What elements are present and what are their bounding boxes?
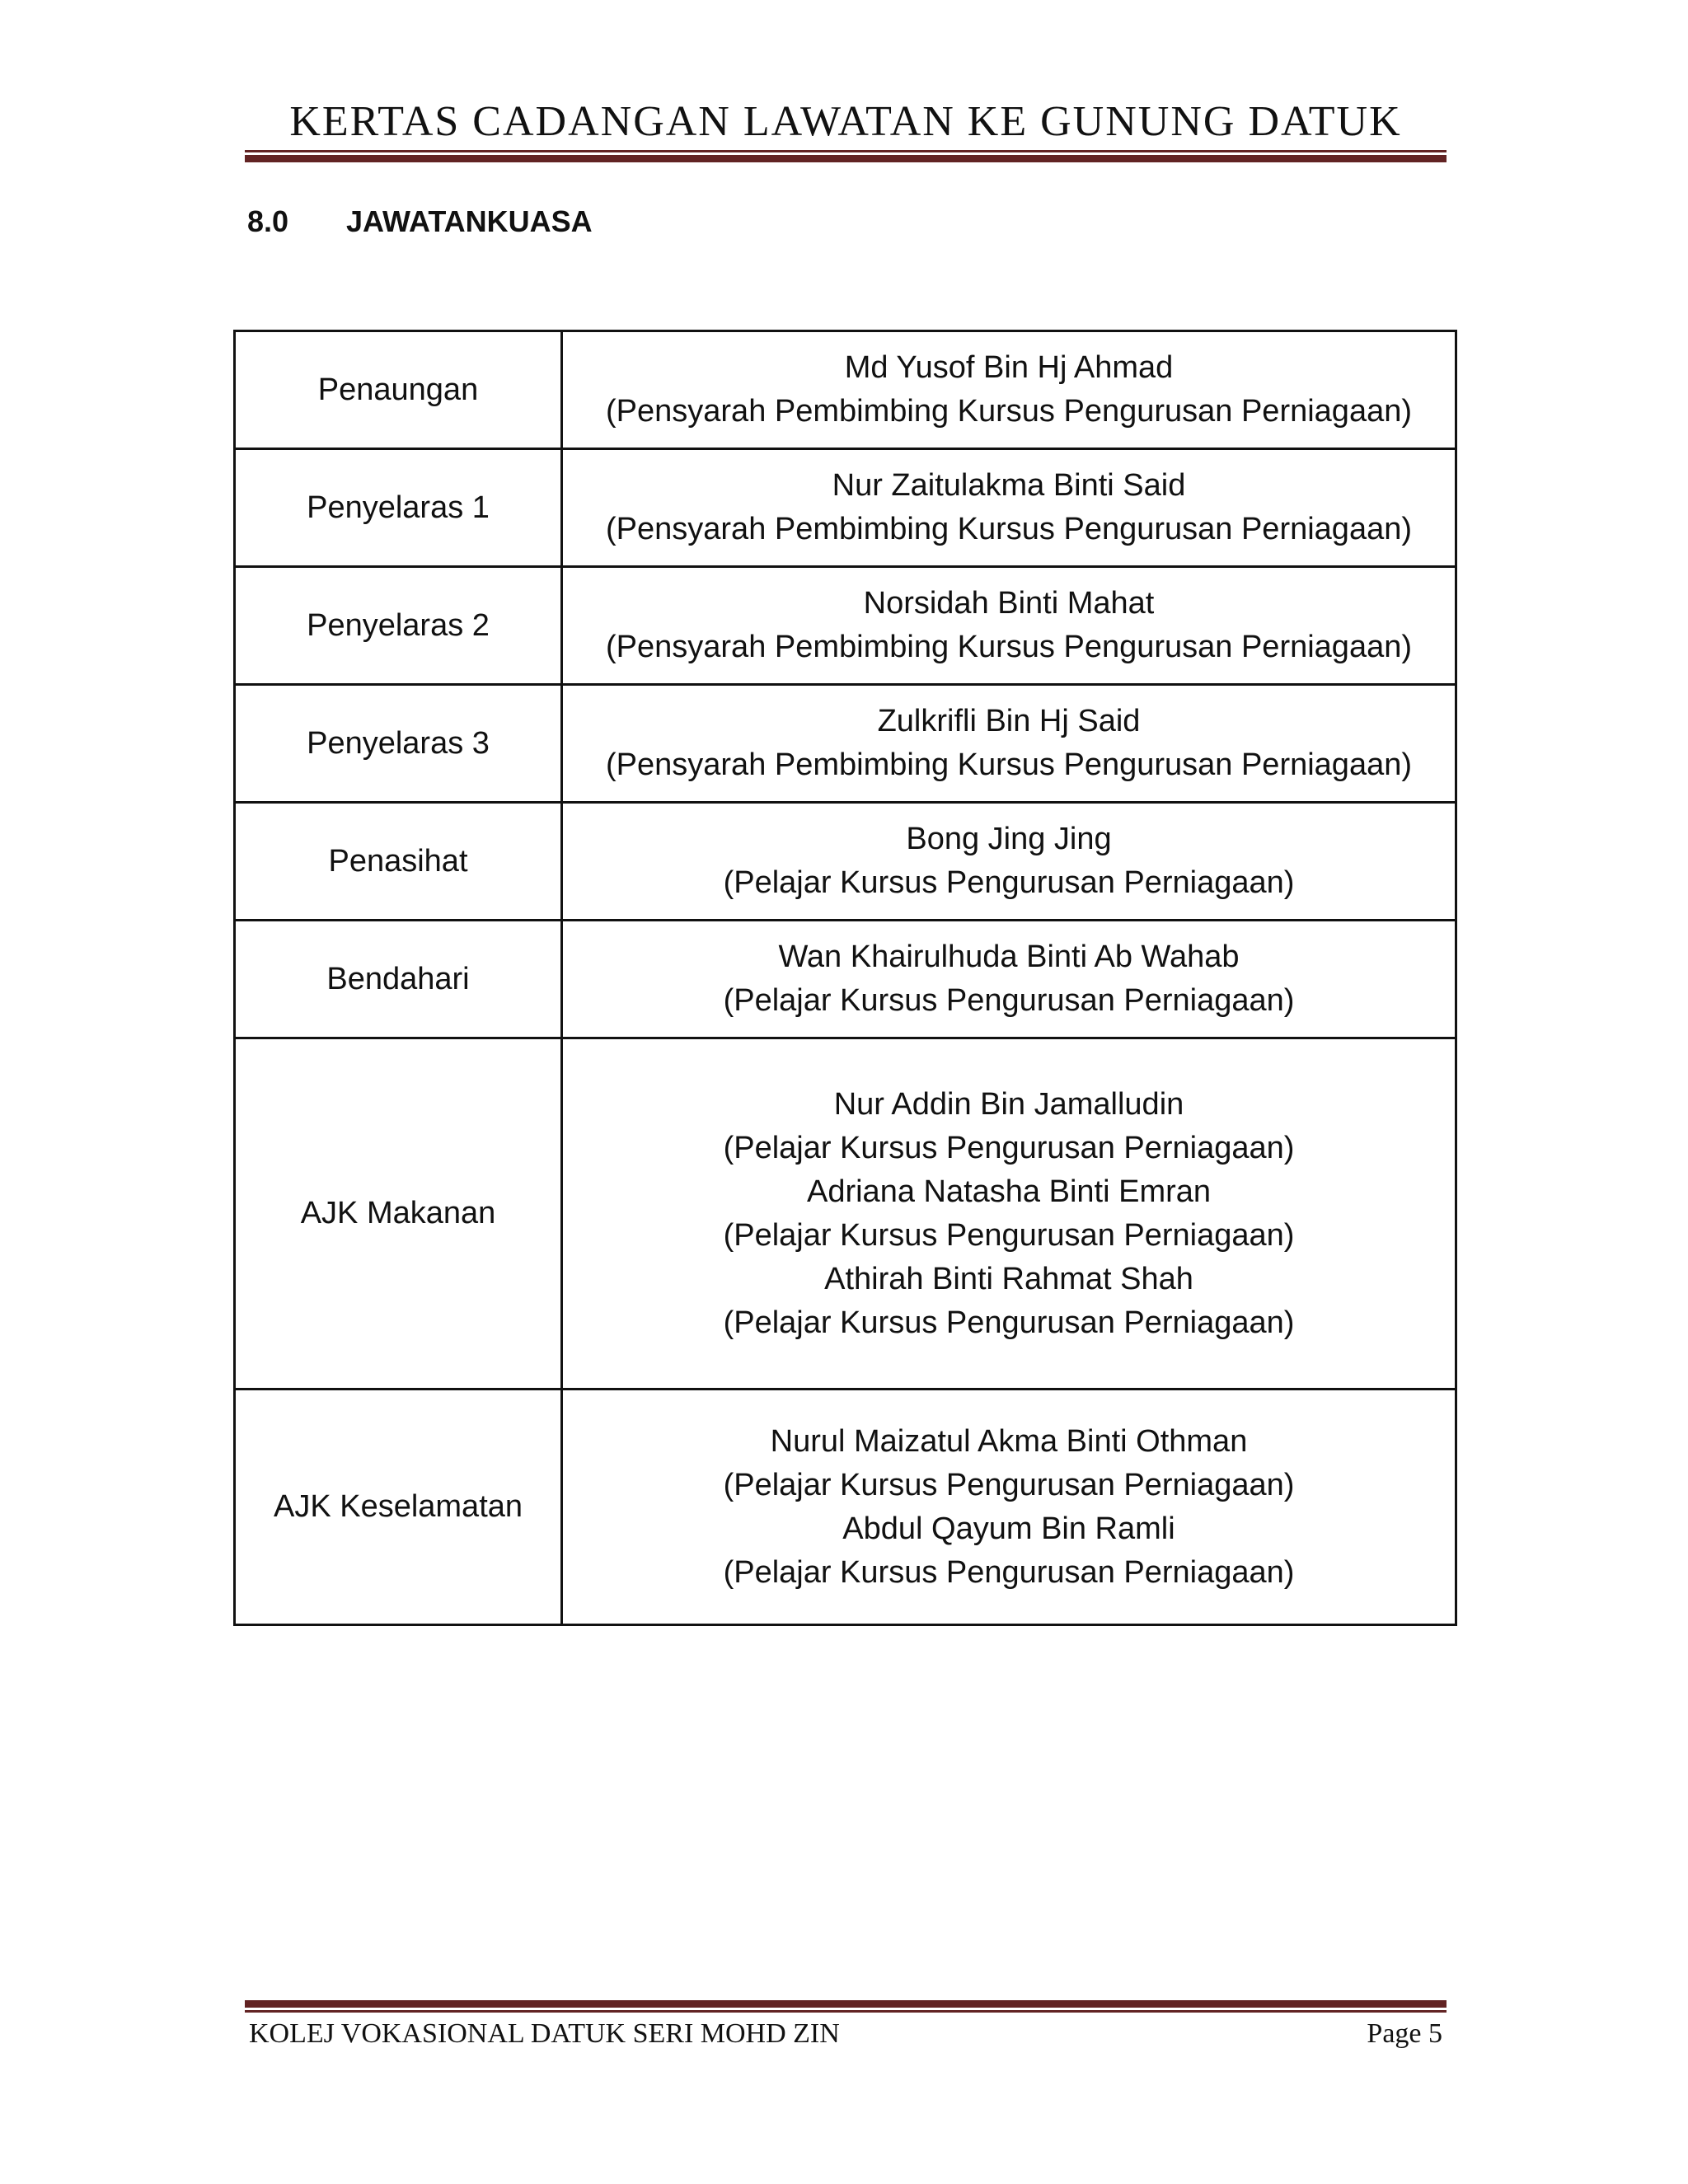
member-description: (Pensyarah Pembimbing Kursus Pengurusan Perniagaan) <box>606 394 1412 429</box>
committee-table <box>233 330 1457 1626</box>
table-row <box>235 1390 1456 1625</box>
table-row <box>235 449 1456 567</box>
table-row <box>235 921 1456 1038</box>
member-description: (Pensyarah Pembimbing Kursus Pengurusan Perniagaan) <box>606 512 1412 546</box>
table-row <box>235 1038 1456 1390</box>
member-name: Zulkrifli Bin Hj Said <box>877 704 1141 738</box>
section-number: 8.0 <box>247 204 289 238</box>
table-row <box>235 803 1456 921</box>
member-name: Norsidah Binti Mahat <box>863 586 1155 621</box>
member-name: Abdul Qayum Bin Ramli <box>842 1511 1175 1546</box>
section-title: JAWATANKUASA <box>346 204 593 238</box>
members-cell <box>562 921 1456 1038</box>
members-cell <box>562 1390 1456 1625</box>
members-cell <box>562 803 1456 921</box>
role-cell: Penasihat <box>235 803 562 921</box>
member-name: Nurul Maizatul Akma Binti Othman <box>770 1423 1248 1459</box>
header-divider <box>245 150 1447 162</box>
role-cell: AJK Makanan <box>235 1038 562 1390</box>
member-description: (Pensyarah Pembimbing Kursus Pengurusan Perniagaan) <box>606 630 1412 664</box>
table-row <box>235 567 1456 685</box>
role-cell: Penaungan <box>235 331 562 449</box>
section-heading <box>247 204 593 240</box>
member-description: (Pelajar Kursus Pengurusan Perniagaan) <box>723 865 1295 900</box>
members-cell <box>562 331 1456 449</box>
members-cell <box>562 685 1456 803</box>
role-cell: Penyelaras 3 <box>235 685 562 803</box>
role-cell: AJK Keselamatan <box>235 1390 562 1625</box>
role-cell: Penyelaras 1 <box>235 449 562 567</box>
member-name: Nur Zaitulakma Binti Said <box>832 468 1186 503</box>
members-cell <box>562 449 1456 567</box>
member-description: (Pelajar Kursus Pengurusan Perniagaan) <box>723 1554 1295 1590</box>
members-cell <box>562 567 1456 685</box>
role-cell: Bendahari <box>235 921 562 1038</box>
member-name: Nur Addin Bin Jamalludin <box>833 1086 1184 1122</box>
footer-divider <box>245 2000 1447 2013</box>
page-number: Page 5 <box>1367 2018 1442 2049</box>
member-description: (Pelajar Kursus Pengurusan Perniagaan) <box>723 1217 1295 1253</box>
member-description: (Pelajar Kursus Pengurusan Perniagaan) <box>723 1305 1295 1340</box>
member-description: (Pelajar Kursus Pengurusan Perniagaan) <box>723 983 1295 1018</box>
member-description: (Pelajar Kursus Pengurusan Perniagaan) <box>723 1130 1295 1165</box>
table-row <box>235 685 1456 803</box>
member-description: (Pelajar Kursus Pengurusan Perniagaan) <box>723 1467 1295 1502</box>
document-header-title: KERTAS CADANGAN LAWATAN KE GUNUNG DATUK <box>289 98 1402 145</box>
member-name: Md Yusof Bin Hj Ahmad <box>844 350 1174 385</box>
member-name: Athirah Binti Rahmat Shah <box>824 1261 1193 1296</box>
footer-institution: KOLEJ VOKASIONAL DATUK SERI MOHD ZIN <box>249 2018 840 2049</box>
member-description: (Pensyarah Pembimbing Kursus Pengurusan Perniagaan) <box>606 748 1412 782</box>
member-name: Bong Jing Jing <box>906 822 1112 856</box>
role-cell: Penyelaras 2 <box>235 567 562 685</box>
members-cell <box>562 1038 1456 1390</box>
member-name: Wan Khairulhuda Binti Ab Wahab <box>778 940 1240 974</box>
member-name: Adriana Natasha Binti Emran <box>806 1174 1212 1209</box>
table-row <box>235 331 1456 449</box>
